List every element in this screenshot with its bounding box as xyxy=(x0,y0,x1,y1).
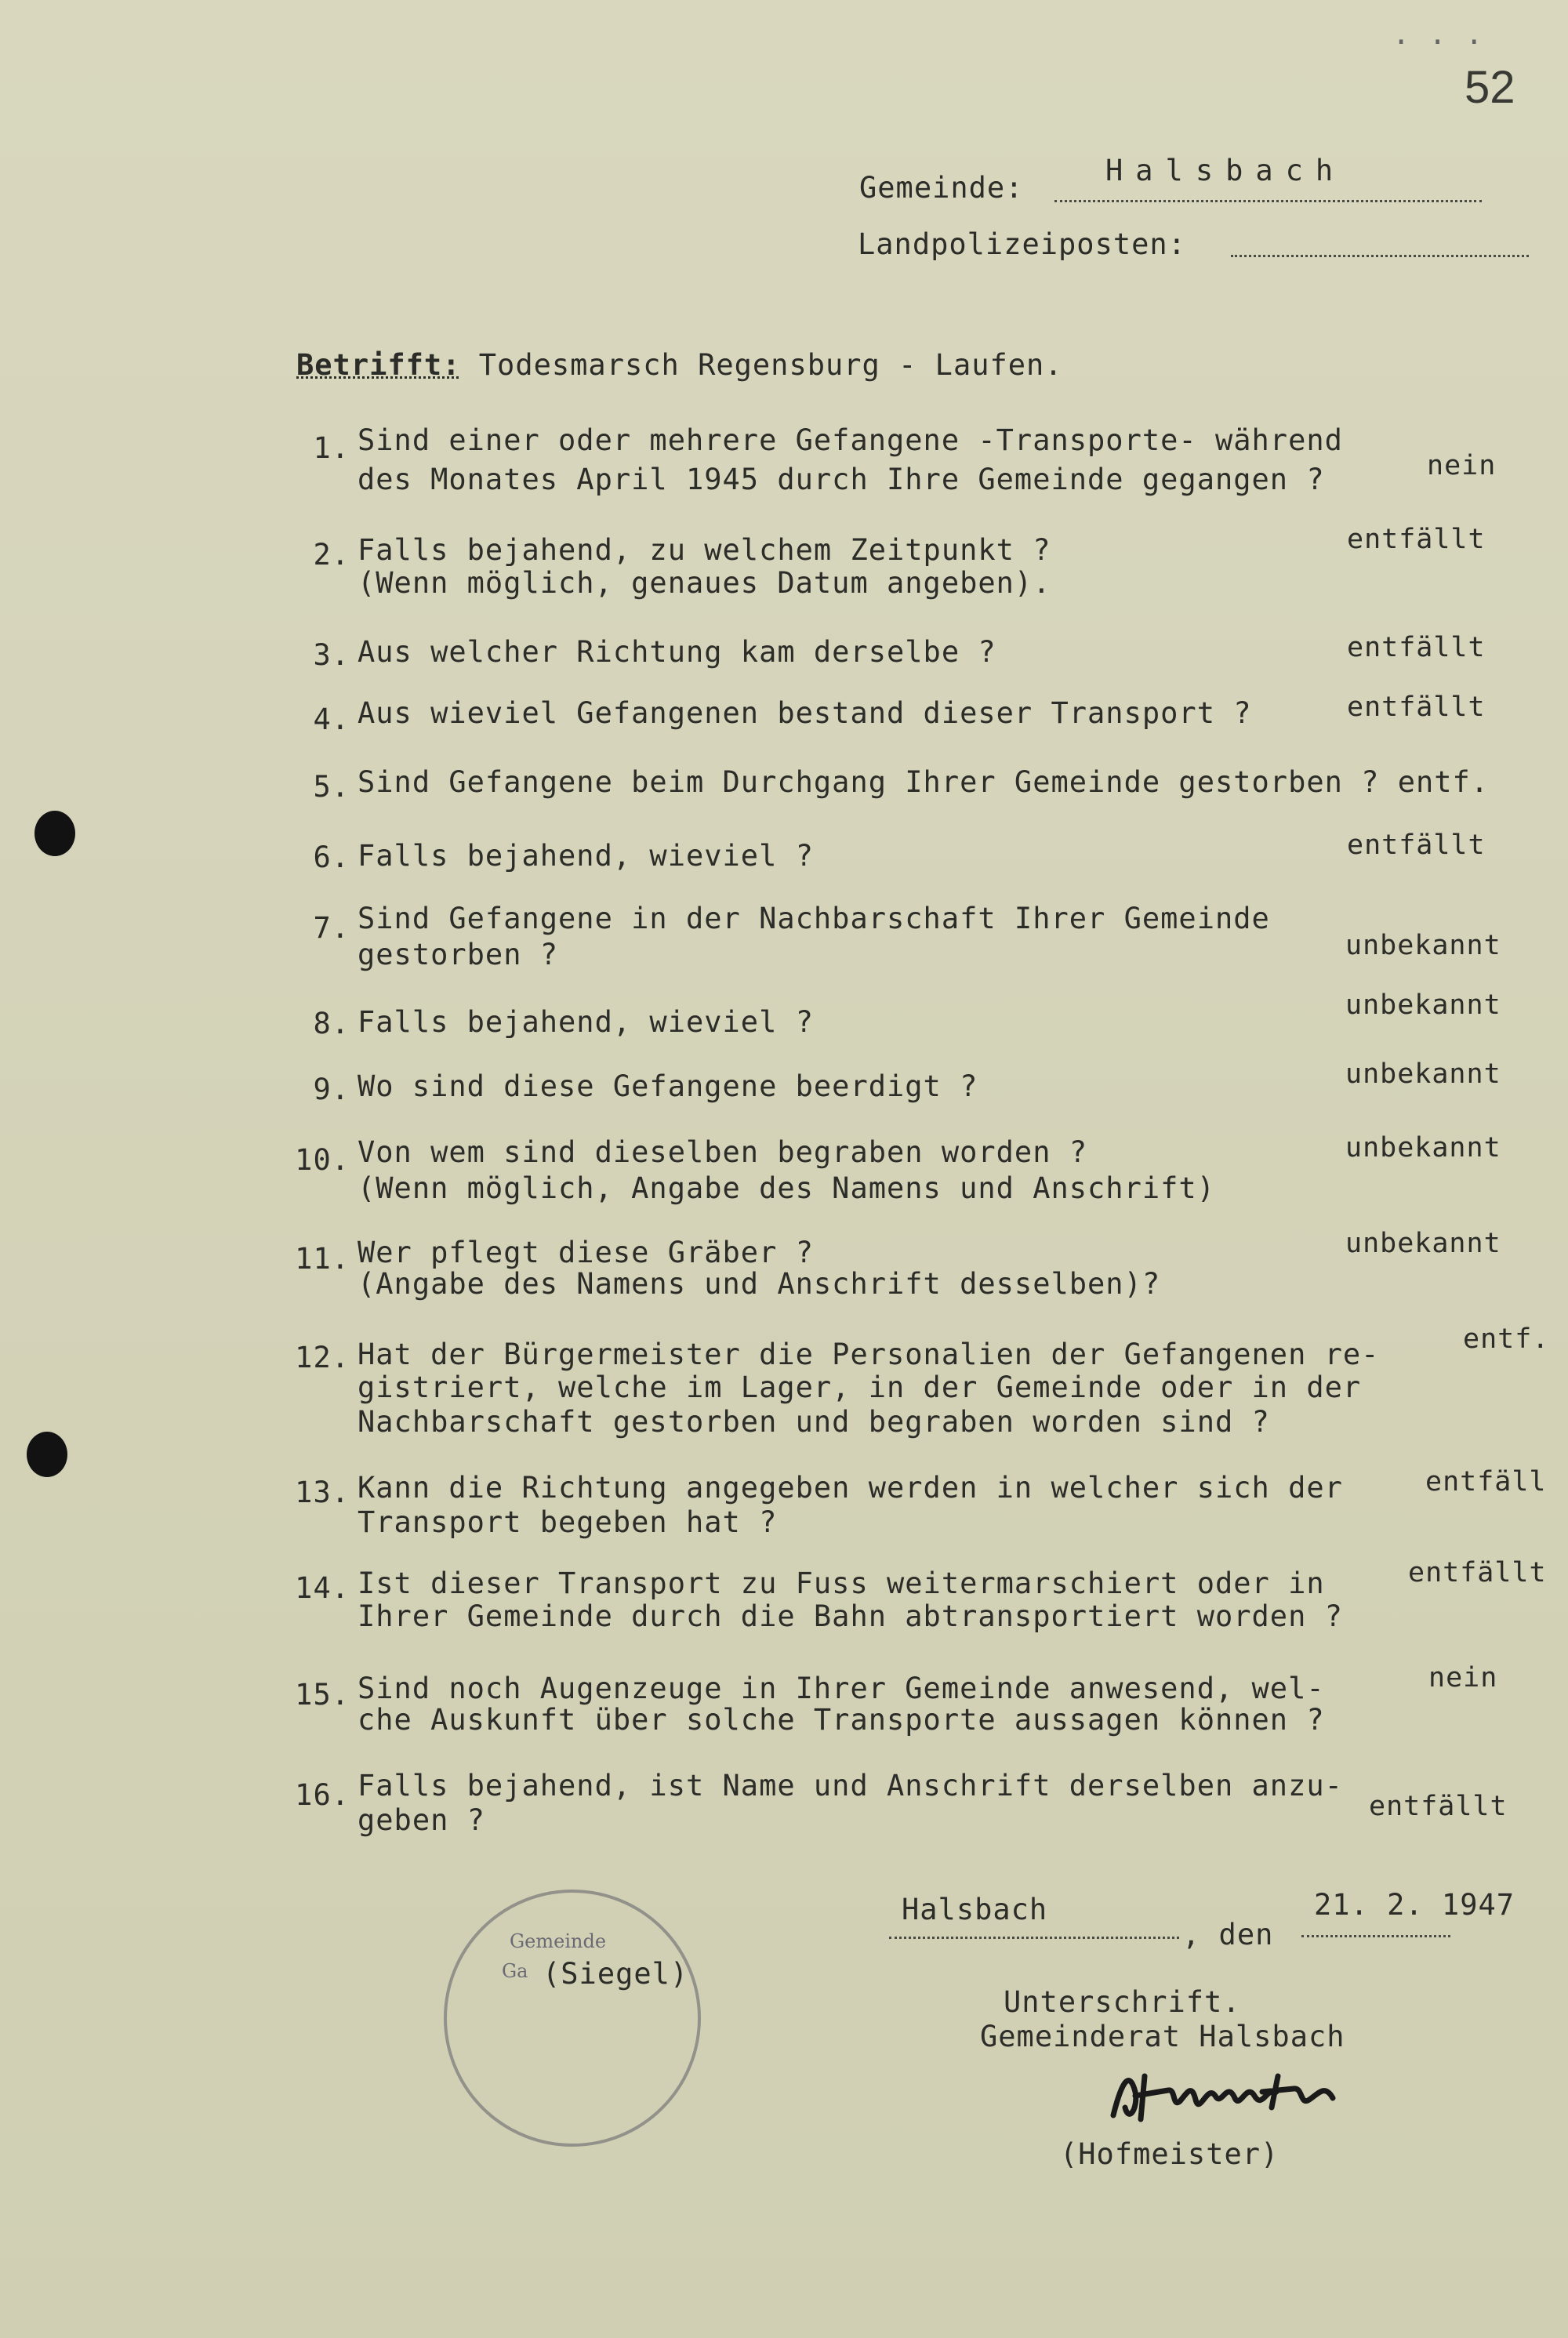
question-text: Kann die Richtung angegeben werden in welcher sich der xyxy=(358,1471,1343,1505)
question-number: 12. xyxy=(295,1341,350,1374)
question-text: geben ? xyxy=(358,1803,485,1837)
question-text: (Wenn möglich, Angabe des Namens und Anschrift) xyxy=(358,1171,1215,1205)
question-number: 2. xyxy=(313,538,350,572)
police-post-label: Landpolizeiposten: xyxy=(858,227,1186,261)
question-number: 13. xyxy=(295,1476,350,1509)
question-text: Von wem sind dieselben begraben worden ? xyxy=(358,1135,1088,1169)
answer: entf. xyxy=(1463,1323,1550,1355)
question-number: 9. xyxy=(313,1073,350,1106)
question-text: Falls bejahend, wieviel ? xyxy=(358,1005,814,1039)
date-connector: , den xyxy=(1182,1918,1274,1951)
date: 21. 2. 1947 xyxy=(1314,1888,1515,1922)
question-number: 1. xyxy=(313,431,350,465)
date-line xyxy=(1301,1935,1450,1937)
answer: entfällt xyxy=(1347,632,1486,663)
answer: unbekannt xyxy=(1345,989,1501,1021)
question-text: gistriert, welche im Lager, in der Gemeinde oder in der xyxy=(358,1370,1362,1404)
answer: entfäll xyxy=(1425,1466,1547,1498)
subject-line xyxy=(296,348,1063,382)
corner-marks: . . . xyxy=(1392,17,1484,51)
question-text: Sind Gefangene beim Durchgang Ihrer Gemeinde gestorben ? entf. xyxy=(358,765,1490,799)
question-text: des Monates April 1945 durch Ihre Gemeinde gegangen ? xyxy=(358,463,1325,496)
question-text: Aus welcher Richtung kam derselbe ? xyxy=(358,635,996,669)
question-number: 5. xyxy=(313,770,350,804)
question-number: 3. xyxy=(313,638,350,672)
question-number: 7. xyxy=(313,911,350,945)
question-number: 15. xyxy=(295,1678,350,1712)
question-text: Sind Gefangene in der Nachbarschaft Ihrer Gemeinde xyxy=(358,902,1270,935)
municipality-line xyxy=(1054,200,1482,202)
place-line xyxy=(889,1937,1179,1939)
signature-label: Unterschrift. xyxy=(1004,1985,1241,2019)
municipality-value: Halsbach xyxy=(1105,154,1346,187)
answer: nein xyxy=(1427,450,1497,481)
question-text: (Angabe des Namens und Anschrift desselben)? xyxy=(358,1267,1161,1301)
question-number: 8. xyxy=(313,1007,350,1040)
answer: entfällt xyxy=(1347,830,1486,861)
question-text: Falls bejahend, ist Name und Anschrift derselben anzu- xyxy=(358,1769,1343,1803)
question-text: Nachbarschaft gestorben und begraben worden sind ? xyxy=(358,1405,1270,1439)
answer: unbekannt xyxy=(1345,1228,1501,1259)
question-text: che Auskunft über solche Transporte aussagen können ? xyxy=(358,1703,1325,1737)
question-text: Aus wieviel Gefangenen bestand dieser Transport ? xyxy=(358,696,1252,730)
answer: entfällt xyxy=(1347,524,1486,555)
question-text: Hat der Bürgermeister die Personalien der Gefangenen re- xyxy=(358,1338,1380,1371)
place: Halsbach xyxy=(902,1893,1048,1926)
question-text: Sind noch Augenzeuge in Ihrer Gemeinde anwesend, wel- xyxy=(358,1672,1325,1705)
subject-text: Todesmarsch Regensburg - Laufen. xyxy=(478,348,1063,382)
page-number: 52 xyxy=(1465,62,1515,113)
question-number: 10. xyxy=(295,1143,350,1177)
municipal-seal xyxy=(444,1890,701,2147)
police-post-line xyxy=(1231,255,1529,257)
question-text: Transport begeben hat ? xyxy=(358,1505,778,1539)
question-text: Falls bejahend, zu welchem Zeitpunkt ? xyxy=(358,533,1051,567)
answer: unbekannt xyxy=(1345,1058,1501,1090)
question-text: gestorben ? xyxy=(358,938,559,971)
signatory-name: (Hofmeister) xyxy=(1060,2137,1279,2171)
question-text: Wer pflegt diese Gräber ? xyxy=(358,1236,814,1269)
municipality-label: Gemeinde: xyxy=(859,171,1024,205)
question-text: Falls bejahend, wieviel ? xyxy=(358,839,814,873)
question-number: 16. xyxy=(295,1778,350,1812)
question-number: 11. xyxy=(295,1242,350,1276)
answer: unbekannt xyxy=(1345,1132,1501,1164)
question-text: Sind einer oder mehrere Gefangene -Transporte- während xyxy=(358,423,1343,457)
answer: entfällt xyxy=(1408,1557,1547,1588)
punch-hole xyxy=(34,811,75,856)
answer: unbekannt xyxy=(1345,930,1501,961)
question-text: Wo sind diese Gefangene beerdigt ? xyxy=(358,1069,978,1103)
answer: nein xyxy=(1428,1662,1498,1694)
question-text: (Wenn möglich, genaues Datum angeben). xyxy=(358,566,1051,600)
answer: entfällt xyxy=(1369,1791,1508,1822)
punch-hole xyxy=(27,1432,67,1477)
question-text: Ihrer Gemeinde durch die Bahn abtransportiert worden ? xyxy=(358,1599,1343,1633)
question-number: 4. xyxy=(313,702,350,736)
subject-label: Betrifft: xyxy=(296,348,461,382)
question-number: 14. xyxy=(295,1571,350,1605)
handwritten-signature xyxy=(1098,2060,1364,2131)
seal-text: Gemeinde xyxy=(510,1930,607,1952)
seal-placeholder: (Siegel) xyxy=(543,1957,689,1991)
answer: entfällt xyxy=(1347,692,1486,723)
question-number: 6. xyxy=(313,840,350,874)
question-text: Ist dieser Transport zu Fuss weitermarschiert oder in xyxy=(358,1567,1325,1600)
seal-text-fragment: Ga xyxy=(502,1960,528,1982)
signatory-office: Gemeinderat Halsbach xyxy=(980,2020,1345,2053)
